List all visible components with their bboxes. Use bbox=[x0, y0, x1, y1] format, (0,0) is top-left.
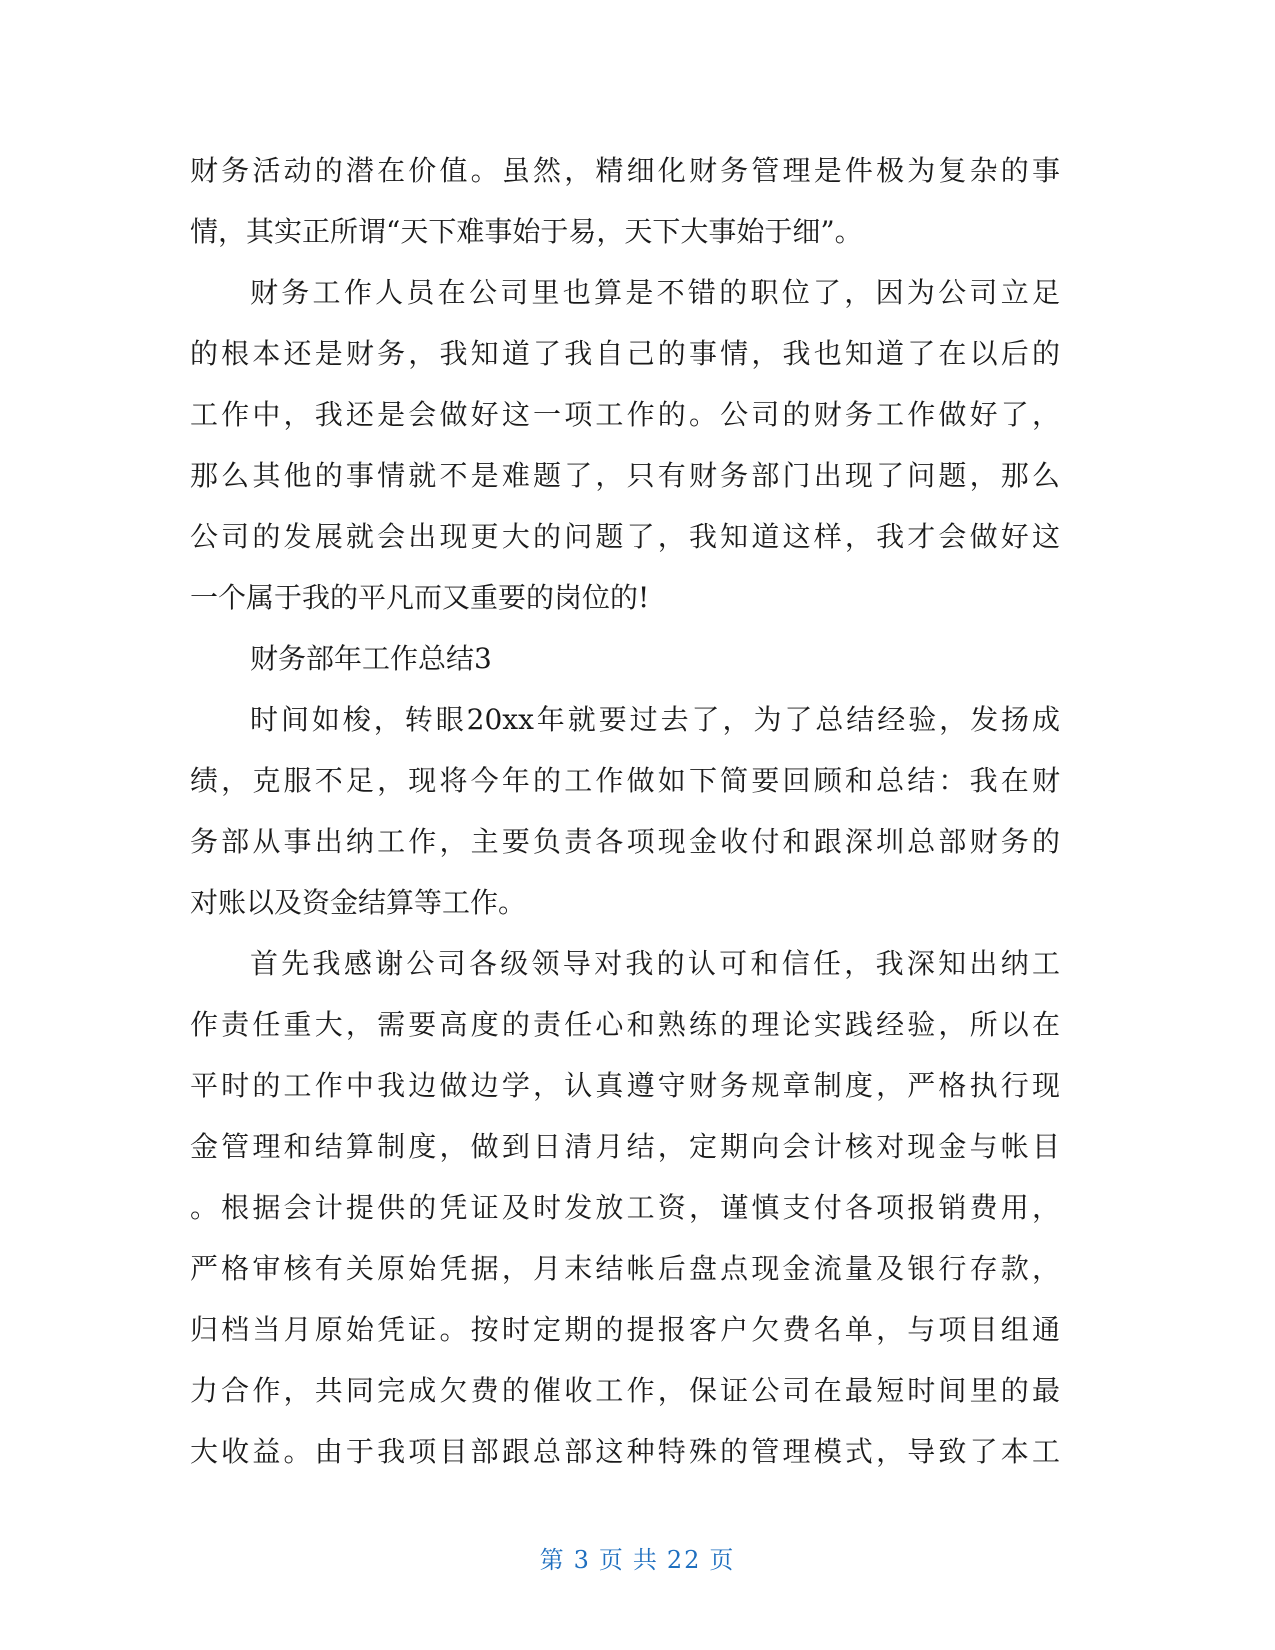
text-line: 时间如梭，转眼20xx年就要过去了，为了总结经验，发扬成 bbox=[250, 703, 1060, 736]
total-page-count: 22 bbox=[666, 1546, 702, 1574]
text-line: 金管理和结算制度，做到日清月结，定期向会计核对现金与帐目 bbox=[190, 1130, 1060, 1163]
text-line: 平时的工作中我边做边学，认真遵守财务规章制度，严格执行现 bbox=[190, 1069, 1060, 1102]
footer-page-word: 页 bbox=[598, 1546, 625, 1574]
page-footer bbox=[0, 1540, 1275, 1575]
footer-prefix: 第 bbox=[539, 1546, 566, 1574]
text-line: 那么其他的事情就不是难题了，只有财务部门出现了问题，那么 bbox=[190, 459, 1060, 492]
text-line: 归档当月原始凭证。按时定期的提报客户欠费名单，与项目组通 bbox=[190, 1313, 1060, 1346]
text-line: 务部从事出纳工作，主要负责各项现金收付和跟深圳总部财务的 bbox=[190, 825, 1060, 858]
text-line: 力合作，共同完成欠费的催收工作，保证公司在最短时间里的最 bbox=[190, 1374, 1060, 1407]
text-line: 一个属于我的平凡而又重要的岗位的! bbox=[190, 581, 650, 614]
text-line: 作责任重大，需要高度的责任心和熟练的理论实践经验，所以在 bbox=[190, 1008, 1060, 1041]
text-line: 大收益。由于我项目部跟总部这种特殊的管理模式，导致了本工 bbox=[190, 1435, 1060, 1468]
text-line: 财务工作人员在公司里也算是不错的职位了，因为公司立足 bbox=[250, 276, 1060, 309]
text-line: 工作中，我还是会做好这一项工作的。公司的财务工作做好了， bbox=[190, 398, 1060, 431]
footer-total-word: 共 bbox=[632, 1546, 659, 1574]
text-line: 的根本还是财务，我知道了我自己的事情，我也知道了在以后的 bbox=[190, 337, 1060, 370]
text-line: 情，其实正所谓“天下难事始于易，天下大事始于细”。 bbox=[190, 215, 863, 248]
text-line: 。根据会计提供的凭证及时发放工资，谨慎支付各项报销费用， bbox=[190, 1191, 1060, 1224]
text-line: 公司的发展就会出现更大的问题了，我知道这样，我才会做好这 bbox=[190, 520, 1060, 553]
text-line: 绩，克服不足，现将今年的工作做如下简要回顾和总结：我在财 bbox=[190, 764, 1060, 797]
text-line: 首先我感谢公司各级领导对我的认可和信任，我深知出纳工 bbox=[250, 947, 1060, 980]
text-line: 财务活动的潜在价值。虽然，精细化财务管理是件极为复杂的事 bbox=[190, 154, 1060, 187]
text-line: 严格审核有关原始凭据，月末结帐后盘点现金流量及银行存款， bbox=[190, 1252, 1060, 1285]
text-line: 对账以及资金结算等工作。 bbox=[190, 886, 527, 919]
footer-suffix: 页 bbox=[709, 1546, 736, 1574]
current-page-number: 3 bbox=[573, 1546, 591, 1574]
body-text bbox=[190, 140, 1060, 1482]
section-heading: 财务部年工作总结3 bbox=[250, 642, 492, 675]
